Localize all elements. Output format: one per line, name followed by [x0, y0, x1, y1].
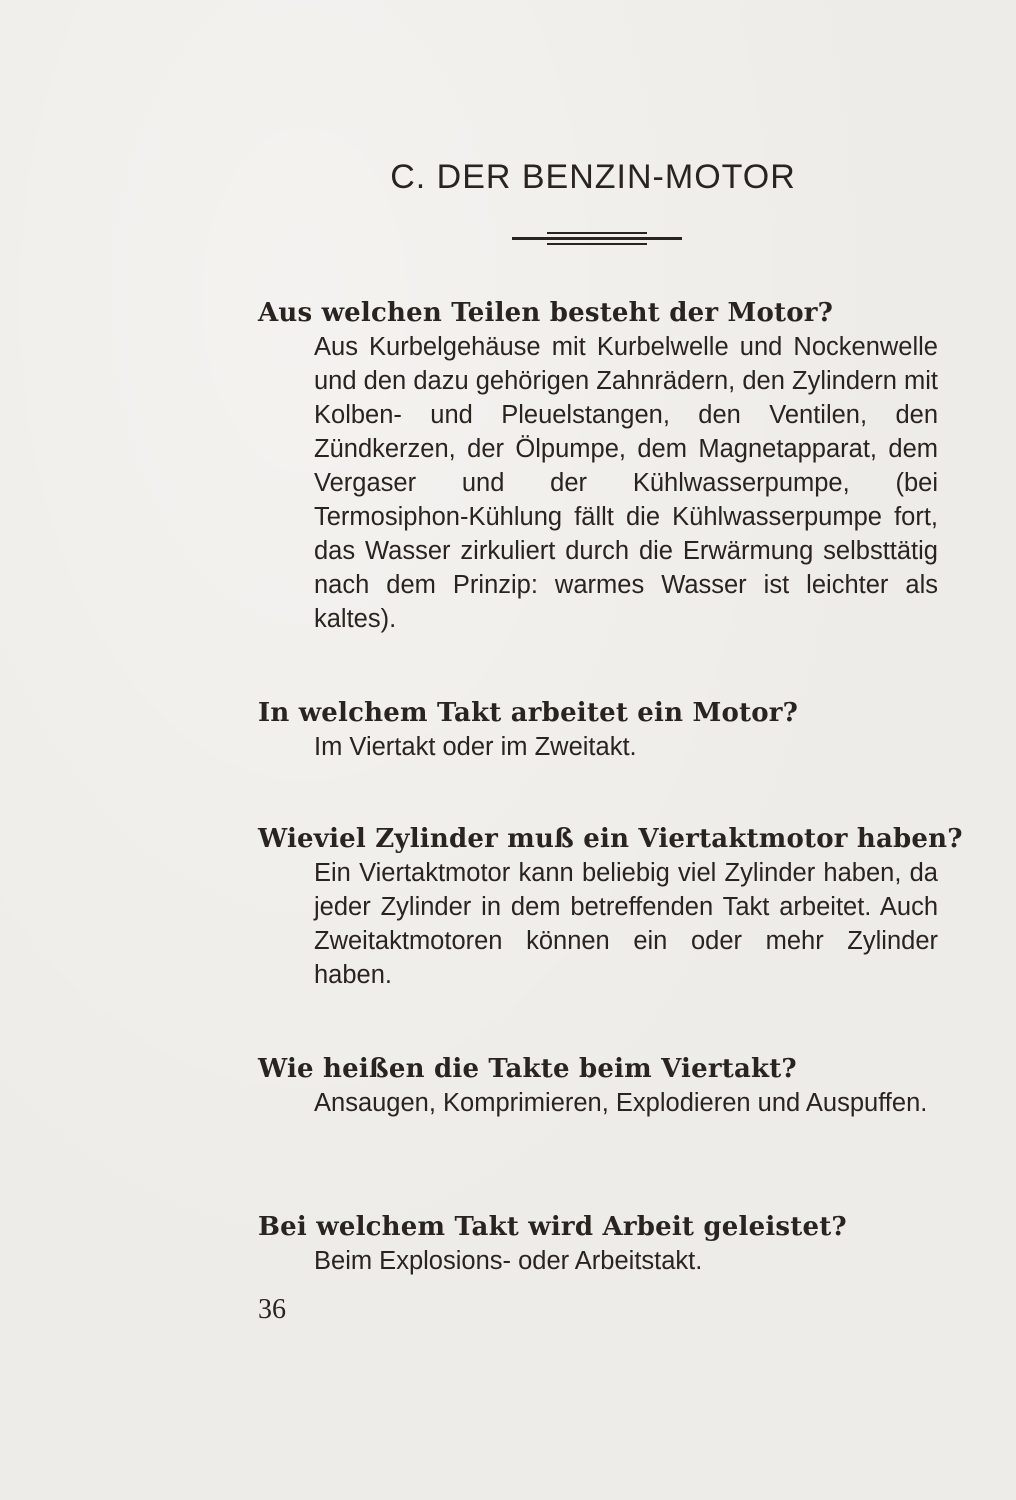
answer-text: Aus Kurbelgehäuse mit Kurbelwelle und Nockenwelle und den dazu gehörigen Zahnrädern, den Zylindern mit Kolben- und Pleuelstangen, den Ventilen, den Zündkerzen, der Ölpumpe, dem Magnetapparat, dem Vergaser und der Kühlwasserpumpe, (bei Termosiphon-Kühlung fällt die Kühlwasserpumpe fort, das Wasser zirkuliert durch die Erwärmung selbsttätig nach dem Prinzip: warmes Wasser ist leichter als kaltes).	[314, 333, 938, 633]
answer-text: Im Viertakt oder im Zweitakt.	[314, 733, 637, 761]
chapter-title: C. DER BENZIN-MOTOR	[390, 158, 796, 196]
answer-text: Ein Viertaktmotor kann beliebig viel Zylinder haben, da jeder Zylinder in dem betreffenden Takt arbeitet. Auch Zweitaktmotoren können ein oder mehr Zylinder haben.	[314, 859, 938, 989]
answer-text: Ansaugen, Komprimieren, Explodieren und Auspuffen.	[314, 1089, 928, 1117]
qa-section-cycle	[258, 696, 938, 764]
question-heading: Wieviel Zylinder muß ein Viertaktmotor haben?	[258, 824, 963, 854]
question-heading: Bei welchem Takt wird Arbeit geleistet?	[258, 1212, 847, 1242]
question-heading: Aus welchen Teilen besteht der Motor?	[258, 298, 834, 328]
question-heading: In welchem Takt arbeitet ein Motor?	[258, 698, 799, 728]
qa-section-strokes	[258, 1052, 938, 1120]
title-ornament-rule	[512, 232, 682, 248]
qa-section-parts	[258, 296, 938, 636]
question-heading: Wie heißen die Takte beim Viertakt?	[258, 1054, 797, 1084]
qa-section-cylinders	[258, 822, 963, 992]
page-number: 36	[258, 1294, 286, 1325]
qa-section-work	[258, 1210, 938, 1278]
answer-text: Beim Explosions- oder Arbeitstakt.	[314, 1247, 703, 1275]
